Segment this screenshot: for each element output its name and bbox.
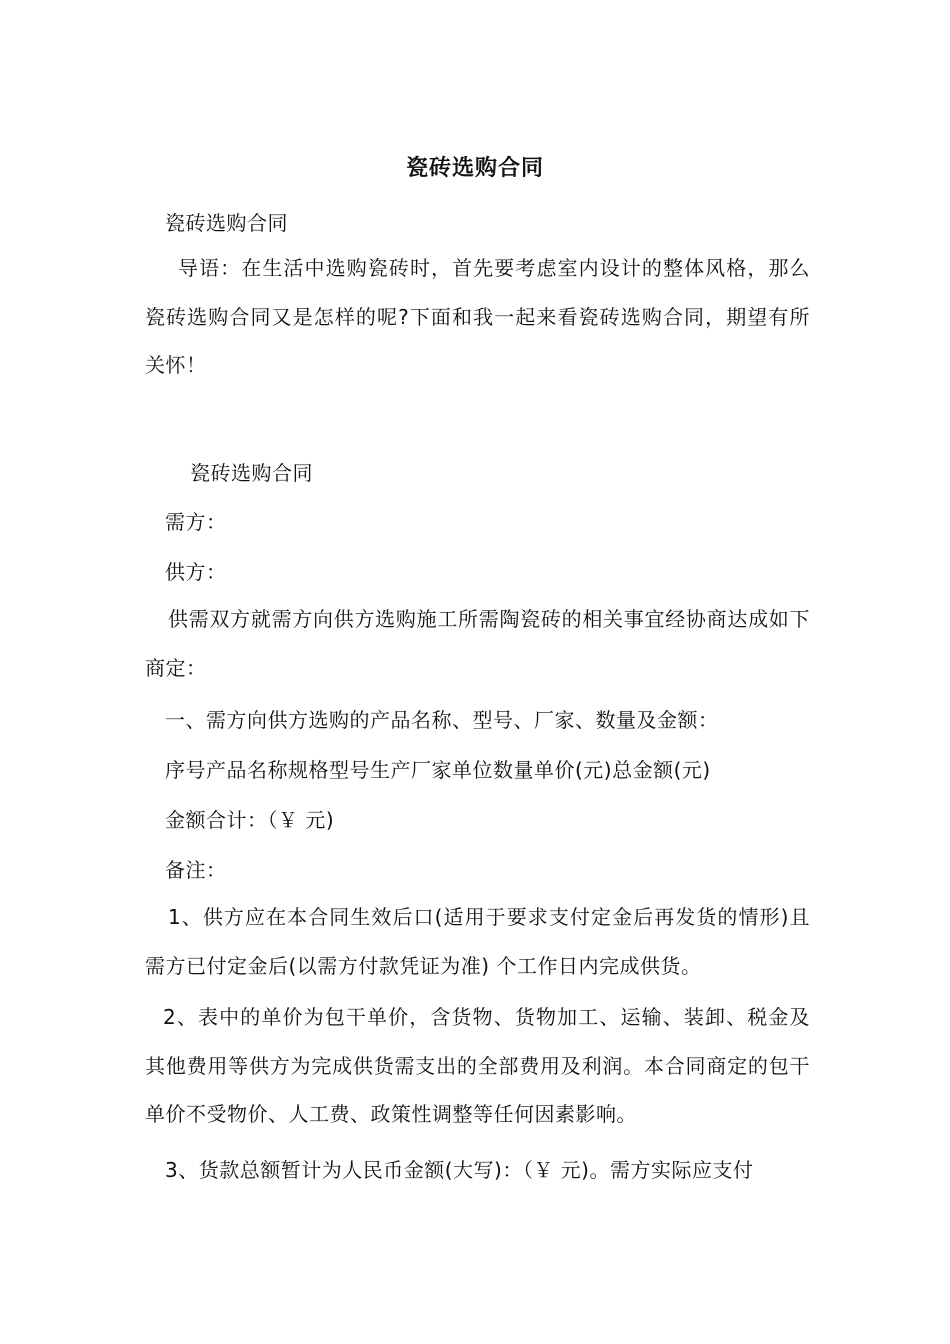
contract-heading: 瓷砖选购合同 [190,461,313,485]
supplier-label: 供方： [165,560,227,584]
intro-paragraph: 导语：在生活中选购瓷砖时，首先要考虑室内设计的整体风格，那么瓷砖选购合同又是怎样的呢?下面和我一起来看瓷砖选购合同，期望有所关怀！ [145,256,810,377]
total-amount-line: 金额合计：（￥ 元) [165,808,335,832]
clause-3: 3、货款总额暂计为人民币金额(大写)：（￥ 元)。需方实际应支付 [165,1158,754,1182]
clause-1: 1、供方应在本合同生效后口(适用于要求支付定金后再发货的情形)且需方已付定金后(以需方付款凭证为准) 个工作日内完成供货。 [145,905,810,978]
buyer-label: 需方： [165,510,227,534]
table-header-line: 序号产品名称规格型号生产厂家单位数量单价(元)总金额(元) [165,758,711,782]
document-title: 瓷砖选购合同 [405,156,544,181]
clause-2: 2、表中的单价为包干单价，含货物、货物加工、运输、装卸、税金及其他费用等供方为完成供货需支出的全部费用及利润。本合同商定的包干单价不受物价、人工费、政策性调整等任何因素影响。 [145,1005,810,1126]
preamble-paragraph: 供需双方就需方向供方选购施工所需陶瓷砖的相关事宜经协商达成如下商定： [145,607,810,680]
section-1-heading: 一、需方向供方选购的产品名称、型号、厂家、数量及金额： [165,708,719,732]
remark-label: 备注： [165,858,227,882]
subtitle: 瓷砖选购合同 [165,211,288,235]
